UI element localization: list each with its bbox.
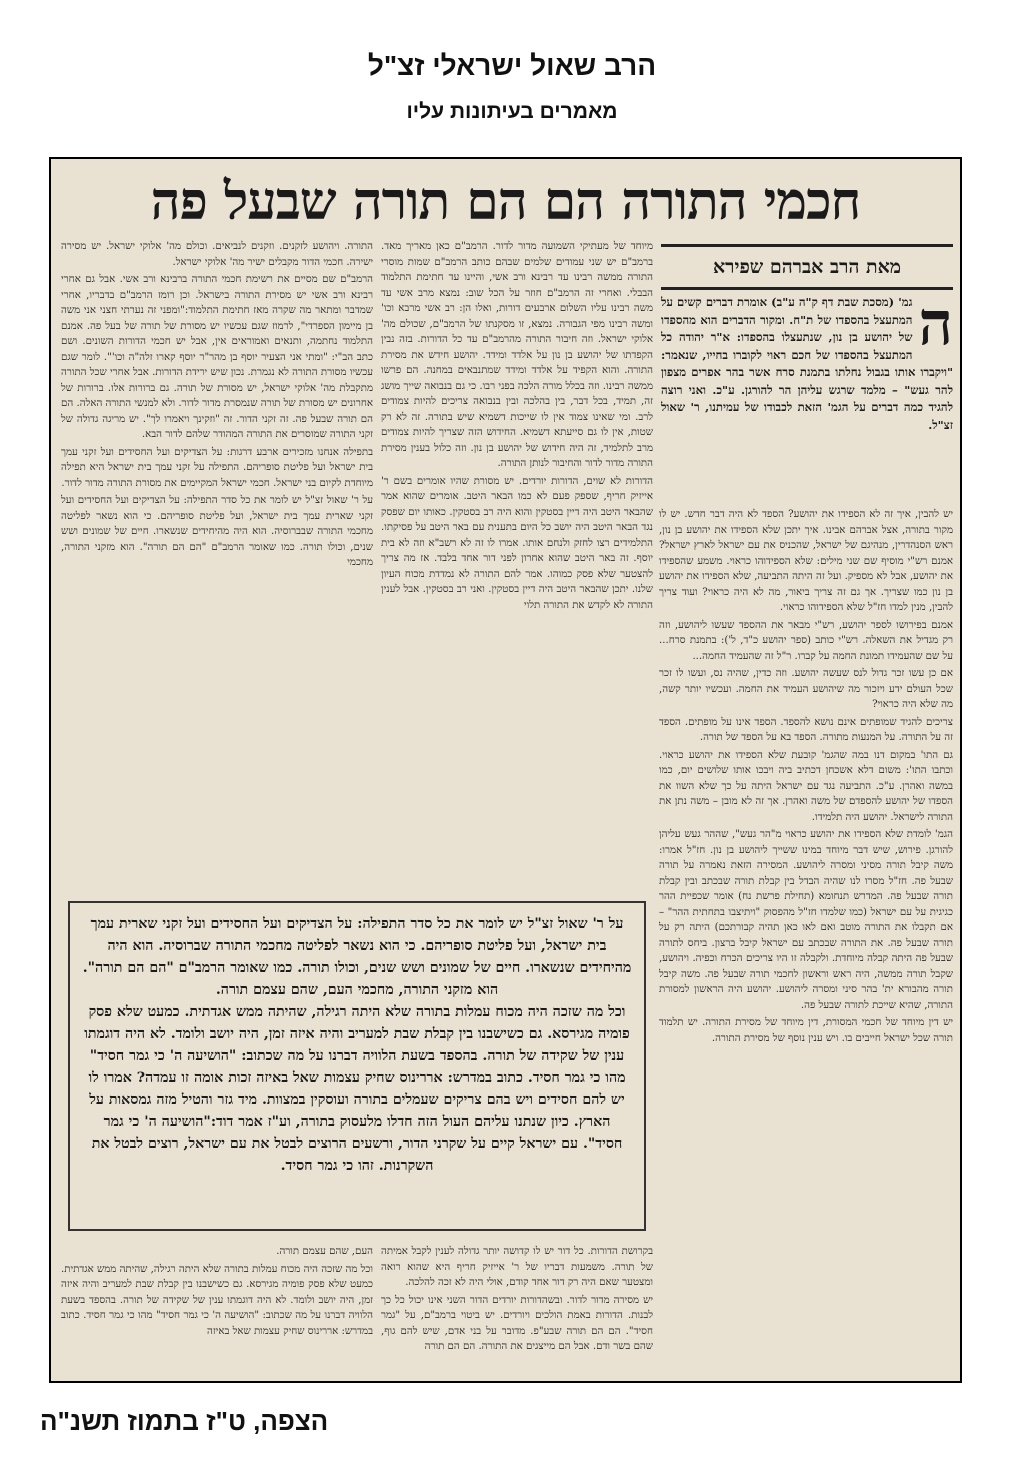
paragraph: אמנם בפירושו לספר יהושע, רש"י מבאר את ההספד שעשו ליהושע, וזה רק מגדיל את השאלה. רש"י כותב (ספר יהושע כ"ד, ל'): בתמנת סרח... על שם שהעמידו תמונת החמה על קברו. ר"ל זה שהעמיד החמה... bbox=[659, 619, 953, 662]
paragraph: וכל מה שזכה היה מכוח עמלות בתורה שלא היתה רגילה, שהיתה ממש אגדתית. כמעט שלא פסק פומיה מגירסא. גם כשישבנו בין קבלת שבת למעריב והיה איזה זמן, היה יושב ולומד. לא היה דוגמתו ענין של שקידה של תורה. בהספד בשעת הלוויה דברנו על מה שכתוב: "הושיעה ה' כי גמר חסיד" מהו כי גמר חסיד. כתוב במדרש: אררינוס שחיק עצמות שאל באיזה bbox=[61, 1263, 373, 1337]
pull-quote-paragraph: על ר' שאול זצ"ל יש לומר את כל סדר התפילה: על הצדיקים ועל החסידים ועל זקני שארית עמך בית ישראל, ועל פליטת סופריהם. כי הוא נשאר לפליטה מחכמי התורה שברוסיה. הוא היה מהיחידים שנשארו. חיים של שמונים ושש שנים, וכולו תורה. כמו שאומר הרמב"ם "הם הם תורה". הוא מזקני התורה, מחכמי העם, שהם עצמם תורה. bbox=[82, 916, 632, 998]
paragraph: התורה. ויהושע לזקנים. וזקנים לנביאים. וכולם מה' אלוקי ישראל. יש מסירה ישירה. חכמי הדור מקבלים ישיר מה' אלוקי ישראל. bbox=[61, 241, 373, 268]
pull-quote-box bbox=[68, 901, 646, 1231]
paragraph: אם כן עשו זכר גדול לנס שעשה יהושע. וזה כדין, שהיה נס, ועשו לו זכר שכל העולם ידע ויזכור מה שיהושע העמיד את החמה. ועכשיו יותר קשה, מה שלא היה כראוי? bbox=[659, 668, 953, 710]
paragraph: גם התו' במקום דנו במה שהגמ' קובעת שלא הספידו את יהושע כראוי. וכתבו התו': משום דלא אשכחן דכתיב ביה ויבכו אותו שלושים יום, כמו במשה ואהרן. ע"כ. התביעה נגד עם ישראל היתה על כך שלא השוו את הספדו של יהושע להספדם של משה ואהרן. אך זה לא מובן – משה נתן את התורה לישראל. יהושע היה תלמידו. bbox=[659, 749, 953, 823]
source-date: הצפה, ט"ז בתמוז תשנ"ה bbox=[40, 1406, 329, 1436]
article-headline: חכמי התורה הם הם תורה שבעל פה bbox=[150, 171, 861, 232]
paragraph: על ר' שאול זצ"ל יש לומר את כל סדר התפילה: על הצדיקים ועל החסידים ועל זקני שארית עמך בית ישראל, ועל פליטת סופריהם. כי הוא נשאר לפליטה מחכמי התורה שבברוסיה. הוא היה מהיחידים שנשארו. חיים של שמונים ושש שנים, וכולו תורה. כמו שאומר הרמב"ם "הם הם תורה". הוא מזקני התורה, מחכמי bbox=[61, 495, 373, 568]
dropcap-letter: ה bbox=[918, 294, 953, 359]
paragraph: צריכים להגיד שמופתים אינם נושא להספד. הספד אינו על מופתים. הספד זה על התורה. על המנעות מתורה. הספד בא על הספד של תורה. bbox=[659, 716, 953, 743]
paragraph: בקרושת הדורות. כל דור יש לו קדושה יותר גדולה לענין לקבל אמיתה של תורה. משמעות דבריו של ר' אייזיק חריף היא שהוא רואה ומצטער שאם היה רק דור אחד קודם, אולי היה לא זכה להלכה. bbox=[381, 1246, 653, 1288]
article-byline: מאת הרב אברהם שפירא bbox=[661, 244, 953, 290]
paragraph: בתפילה אנחנו מזכירים ארבע דרגות: על הצדיקים ועל החסידים ועל זקני עמך בית ישראל ועל פליטת סופריהם. התפילה על זקני עמך בית ישראל היא תפילה מיוחדת לקיום בני ישראל. חכמי ישראל המקיימים את מסורת התורה מדור לדור. bbox=[61, 446, 373, 489]
paragraph: הגמ' לומדת שלא הספידו את יהושע כראוי מ"הר געש", שההר געש עליהן להורגן. פירוש, שיש דבר מיוחד במינו ששייך ליהושע בן נון. חז"ל אמרו: משה קיבל תורה מסיני ומסרה ליהושע. המסירה הזאת נאמרה על תורה שבעל פה. חז"ל מסרו לנו שהיה הבדל בין קבלת תורה שבכתב ובין קבלת תורה שבעל פה. המדרש תנחומא (תחילת פרשת נח) אומר שכפיית ההר כגיגית על עם ישראל (כמו שלמדו חז"ל מהפסוק "ויתיצבו בתחתית ההר" – אם תקבלו את התורה מוטב ואם לאו כאן תהיה קבורתכם) היתה רק על תורה שבעל פה. את התורה שבכתב עם ישראל קיבל ברצון. ביחס לתורה שבעל פה היתה קבלה מיוחדת. ולקבלה זו היו צריכים הכרח וכפיה. ויהושע, שקבל תורה ממשה, היה ראש וראשון לחכמי תורה שבעל פה. משה קיבל תורה מהבורא ית' בהר סיני ומסרה ליהושע. יהושע היה הראשון למסורת התורה, שהיא שייכת לתורה שבעל פה. bbox=[659, 829, 953, 1011]
paragraph: העם, שהם עצמם תורה. bbox=[276, 1246, 373, 1257]
paragraph: הרמב"ם שם מסיים את רשימת חכמי התורה ברבינא ורב אשי. אבל גם אחרי רבינא ורב אשי יש מסירת התורה בישראל. וכן רומז הרמב"ם בדבריו, אחרי שמדבר ומתאר מה שקרה מאז חתימת התלמוד:"ומפני זה נערתי חצני אני משה בן מיימון הספרדי", לרמוז שגם עכשיו יש מסורת של תורה של בעל פה. אמנם התלמוד נחתמה, ותנאים ואמוראים אין, אבל יש חכמי הדורות השונים. ושם כתב הב"י: "ומתי אני הצעיר יוסף בן מהר"ר יוסף קארו זלה"ה וכו'". לומר שגם עכשיו מסורת התורה לא נגמרת. נכון שיש ירידת הדורות. אבל אחרי שכל התורה מתקבלת מה' אלוקי ישראל, יש מסורת של תורה. גם ברורות אלו. ברורות של אחרונים יש מסורת של תורה שנמסרת מדור לדור. ולא למנשי התורה האלה. הם הם תורה שבעל פה. זה זקני הדור. זה "וזקינך ויאמרו לך". יש מריגה גדולה של זקני התורה שמוסרים את התורה המהודר שלהם לדור הבא. bbox=[61, 274, 373, 440]
article-column-middle bbox=[381, 239, 653, 894]
lead-text: גמ' (מסכת שבת דף ק"ה ע"ב) אומרת דברים קשים על המתעצל בהספדו של ת"ח. ומקור הדברים הוא מהספדו של יהושע בן נון, שנתעצלו בהספדו: א"ר יהודה כל המתעצל בהספדו של חכם ראוי לקוברו בחייו, שנאמר: "ויקברו אותו בגבול נחלתו בתמנת סרח אשר בהר אפרים מצפון להר געש" – מלמד שרגש עליהן הר להורגן. ע"כ. ואני רוצה להגיד כמה דברים על הגמ' הזאת לכבודו של עמיתנו, ר' שאול זצ"ל. bbox=[661, 295, 953, 432]
page-subtitle: מאמרים בעיתונות עליו bbox=[406, 100, 618, 123]
article-column-right bbox=[659, 507, 953, 1382]
article-column-middle-bottom bbox=[381, 1244, 653, 1383]
pull-quote-paragraph: וכל מה שזכה היה מכוח עמלות בתורה שלא היתה רגילה, שהיתה ממש אגדתית. כמעט שלא פסק פומיה מגירסא. גם כשישבנו בין קבלת שבת למעריב והיה איזה זמן, היה יושב ולומד. לא היה דוגמתו ענין של שקידה של תורה. בהספד בשעת הלוויה דברנו על מה שכתוב: "הושיעה ה' כי גמר חסיד" מהו כי גמר חסיד. כתוב במדרש: אררינוס שחיק עצמות שאל באיזה זכות אומה זו עמדה? אמרו לו יש להם חסידים ויש בהם צריקים שעמלים בתורה ועוסקין במצוות. מיד גזר והטיל מזה גמסאות על הארץ. כיון שנתנו עליהם העול הזה חדלו מלעסוק בתורה, וע"ז אמר דוד:"הושיעה ה' כי גמר חסיד". עם ישראל קיים על שקרני הדור, ורשעים הרוצים לבטל את עם ישראל, רוצים לבטל את השקרנות. זהו כי גמר חסיד. bbox=[84, 1004, 630, 1174]
newspaper-clipping bbox=[49, 157, 962, 1383]
article-lead bbox=[661, 294, 953, 499]
paragraph: הדורות לא שוים, הדורות יורדים. יש מסורת שהיו אומרים בשם ר' אייזיק חריף, שספק פעם לא כמו הבאר היטב. אומרים שהוא אמר שהבאר היטב היה דיין בסטקין והוא היה רב בסטקין. כאותו יום שפסק נגד הבאר היטב היה יושב כל היום בתענית עם באר היטב על פסיקתו. התלמידים רצו לחזק ולנחם אותו. אמרו לו זה לא רשב"א וזה לא בית יוסף. זה באר היטב שהוא אחרון לפני דור אחד בלבד. אז מה צריך להצטער שלא פסק כמוהו. אמר להם התורה לא נמדדת מכוח העיון שלנו. יתכן שהבאר היטב היה דיין בסטקין. ואני רב בסטקין. אבל לענין התורה לא לקדש את התורה תלוי bbox=[381, 475, 653, 611]
article-column-left bbox=[61, 239, 373, 894]
page-title: הרב שאול ישראלי זצ"ל bbox=[367, 50, 657, 81]
paragraph: מיוחד של מעתיקי השמועה מדור לדור. הרמב"ם כאן מאריך מאד. ברמב"ם יש שני עמודים שלמים שבהם כותב הרמב"ם שמות מוסרי התורה ממשה רבינו עד רבינא ורב אשי, והיינו עד חתימת התלמוד הבבלי. ואחרי זה הרמב"ם חוזר על הכל שוב: נמצא מרב אשי עד משה רבינו עליו השלום ארבעים דורות, ואלו הן: רב אשי מרבא וכו' ומשה רבינו מפי הגבורה. נמצא, זו מסקנתו של הרמב"ם, שכולם מה' אלוקי ישראל. וזה חיבור התורה מהרמב"ם עד כל הדורות. בזה נבין הקפדתו של יהושע בן נון על אלדד ומידד. יהושע חידש את מסירת התורה. והוא הקפיד על אלדד ומידד שמתנבאים במחנה. הם פרשו ממשה רבינו. וזה בכלל מורה הלכה בפני רבו. כי גם בנבואה שייך מושג זה, תמיד, בכל דבר, בין בהלכה ובין בנבואה צריכים להיות צמודים לרב. ומי שאינו צמוד אין לו שייכות דשמיא שיש בתורה. זה לא רק שטות, אין לו גם סייעתא דשמיא. החידוש הזה שצריך להיות צמודים מרב לתלמיד, זה היה חידוש של יהושע בן נון. וזה כלול בענין מסירת התורה מדור לדור והחיבור לנותן התורה. bbox=[381, 241, 653, 469]
paragraph: יש מסירה מדור לדור. ובשהדורות יורדים הדור השני אינו יכול כל כך לבנות. הדורות באמת הולכים ויורדים. יש ביטוי ברמב"ם, על "גמר חסיד". הם הם תורה שבע"פ. מדובר על בני אדם, שיש להם גוף, שהם בשר ודם. אבל הם מייצגים את התורה. הם הם תורה bbox=[381, 1294, 653, 1352]
paragraph: יש דין מיוחד של חכמי המסורת, דין מיוחד של מסירת התורה. יש תלמוד תורה שכל ישראל חייבים בו. ויש ענין נוסף של מסירת התורה. bbox=[659, 1017, 953, 1044]
paragraph: יש להבין, איך זה לא הספידו את יהושע? הספד לא היה דבר חדש. יש לו מקור בתורה, אצל אברהם אבינו. איך יתכן שלא הספידו את יהושע בן נון, ראש הסנהדרין, מנהיגם של ישראל, שהכניס את עם ישראל לארץ ישראל? אמנם רש"י מוסיף שם שני מילים: שלא הספידוהו כראוי. משמע שהספידו את יהושע, אבל לא מספיק. ועל זה היתה התביעה, שלא הספידו את יהושע בן נון כמו שצריך. אך גם זה צריך ביאור, מה לא היה כראוי? ועוד צריך להבין, מנין למדו חז"ל שלא הספידוהו כראוי. bbox=[659, 509, 953, 613]
article-column-left-bottom bbox=[61, 1244, 373, 1383]
